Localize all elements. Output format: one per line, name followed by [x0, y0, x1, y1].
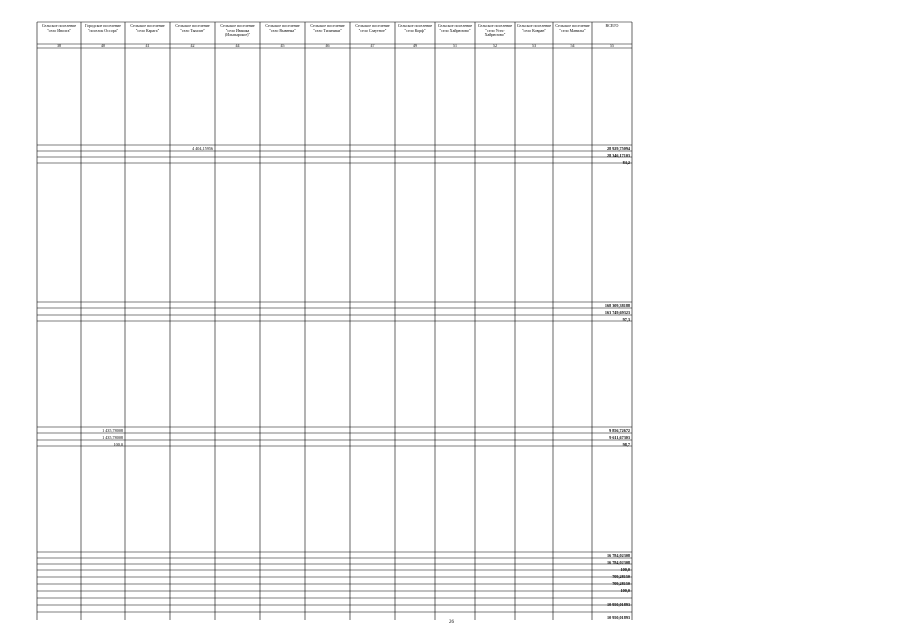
cell-total-row8: 9 611,67303: [609, 435, 630, 440]
column-header-41: Сельское поселение "село Карага": [130, 23, 165, 33]
column-header-42: Сельское поселение "село Тымлат": [175, 23, 210, 33]
column-number-52: 52: [493, 43, 497, 49]
cell-total-row16: 10 950,01893: [606, 601, 630, 607]
cell-total-row3: 84,2: [622, 160, 630, 165]
column-number-54: 54: [570, 43, 575, 49]
cell-total-row2: 28 346,17103: [606, 153, 630, 158]
column-number-41: 41: [145, 43, 150, 49]
cell-total-row12: 100,0: [620, 566, 630, 572]
column-header-46: Сельское поселение "село Тиличики": [310, 23, 345, 33]
column-header-44: Сельское поселение "село Ивашка (Ильпырское)": [220, 23, 255, 38]
cell-total-row15: 100,0: [620, 587, 630, 593]
column-header-51: Сельское поселение "село Хайрюзово": [437, 23, 473, 33]
column-header-55: ВСЕГО: [605, 23, 619, 28]
cell-total-row9: 98,7: [622, 442, 630, 447]
cell-ossora-row9: 100,0: [113, 442, 123, 447]
column-number-53: 53: [532, 43, 536, 49]
column-header-40: Городское поселение "поселок Оссора": [85, 23, 121, 33]
cell-total-row17: 10 950,01893: [606, 614, 630, 620]
column-number-55: 55: [610, 43, 614, 49]
column-number-49: 49: [413, 43, 417, 49]
column-number-51: 51: [453, 43, 457, 49]
cell-tymlat-value: 4 404,15956: [192, 145, 213, 151]
column-header-49: Сельское поселение "село Корф": [397, 23, 433, 33]
column-number-42: 42: [190, 43, 195, 49]
page-number: 26: [449, 620, 454, 625]
column-header-53: Сельское поселение "село Ковран": [516, 23, 552, 33]
cell-ossora-row8: 1 435,78008: [102, 435, 123, 440]
column-number-46: 46: [325, 43, 330, 49]
cell-total-row1: 28 929,75094: [606, 145, 630, 151]
cell-total-row14: 709,28150: [612, 580, 630, 586]
column-number-47: 47: [370, 43, 375, 49]
cell-total-row5: 163 749,69323: [604, 309, 630, 315]
column-number-40: 40: [101, 43, 105, 49]
column-header-52: Сельское поселение "село Усть-Хайрюзово": [477, 23, 513, 38]
cell-total-row11: 16 784,02308: [606, 559, 630, 565]
cell-total-row10: 16 784,02308: [606, 552, 630, 558]
column-header-47: Сельское поселение "село Слаутное": [355, 23, 390, 33]
cell-total-row7: 9 856,72672: [609, 428, 630, 433]
column-number-45: 45: [280, 43, 285, 49]
column-number-38: 38: [57, 43, 61, 49]
column-header-54: Сельское поселение "село Манилы": [555, 23, 590, 33]
cell-total-row4: 168 309,38188: [604, 302, 630, 308]
column-number-44: 44: [235, 43, 240, 49]
column-header-38: Сельское поселение "село Иволга": [41, 23, 77, 33]
cell-total-row6: 97,3: [622, 316, 630, 322]
cell-ossora-row7: 1 435,78008: [102, 428, 123, 433]
column-header-45: Сельское поселение "село Вывенка": [265, 23, 300, 33]
cell-total-row13: 709,28150: [612, 573, 630, 579]
